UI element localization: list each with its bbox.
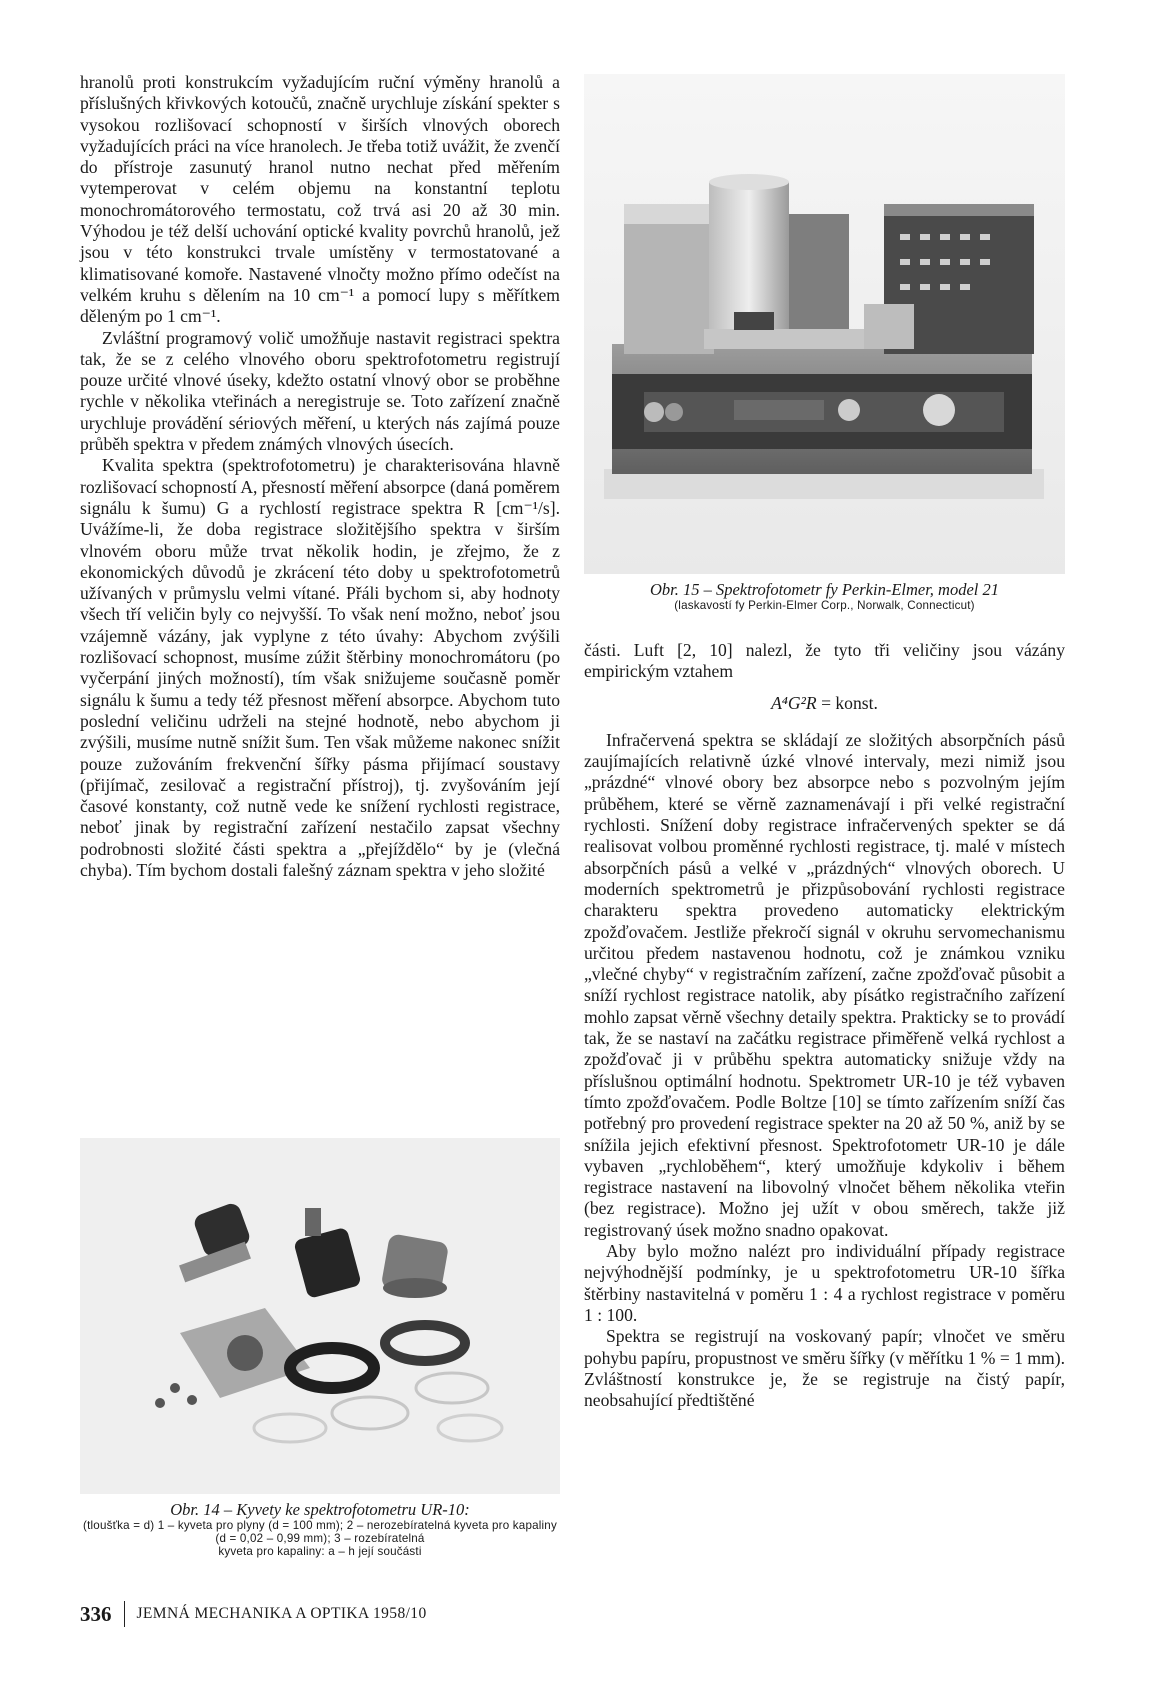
figure-15-photo bbox=[584, 74, 1065, 574]
left-column bbox=[80, 72, 560, 881]
right-column bbox=[584, 640, 1065, 1411]
figure-14-photo bbox=[80, 1138, 560, 1494]
paragraph: Spektra se registrují na voskovaný papír; vlnočet ve směru pohybu papíru, propustnost ve směru šířky (v měřítku 1 % = 1 mm). Zvláštností konstrukce je, že se registruje na čistý papír, neobsahující předtištěné bbox=[584, 1326, 1065, 1411]
figure-15-subtitle: (laskavostí fy Perkin-Elmer Corp., Norwalk, Connecticut) bbox=[674, 599, 975, 612]
formula bbox=[584, 693, 1065, 714]
figure-14-caption bbox=[80, 1500, 560, 1559]
figure-14-title: Obr. 14 – Kyvety ke spektrofotometru UR-10: bbox=[170, 1500, 470, 1519]
paragraph: Aby bylo možno nalézt pro individuální případy registrace nejvýhodnější podmínky, je u spektrofotometru UR-10 šířka štěrbiny nastavitelná v poměru 1 : 4 a rychlost registrace v poměru 1 : 100. bbox=[584, 1241, 1065, 1325]
figure-14-subtitle-line: kyveta pro kapaliny: a – h její součásti bbox=[218, 1545, 422, 1559]
figure-14-subtitle-line: (tloušťka = d) 1 – kyveta pro plyny (d = 100 mm); 2 – nerozebíratelná kyveta pro kapaliny (d = 0,02 – 0,99 mm); 3 – rozebíratelná bbox=[83, 1519, 557, 1546]
paragraph: části. Luft [2, 10] nalezl, že tyto tři veličiny jsou vázány empirickým vztahem bbox=[584, 640, 1065, 682]
journal-name: JEMNÁ MECHANIKA A OPTIKA 1958/10 bbox=[136, 1605, 427, 1622]
formula-lhs: A⁴G²R bbox=[771, 692, 817, 713]
spectrophotometer-illustration bbox=[584, 74, 1065, 574]
footer-divider bbox=[124, 1601, 125, 1627]
figure-15-title: Obr. 15 – Spektrofotometr fy Perkin-Elmer, model 21 bbox=[649, 580, 1000, 599]
paragraph: hranolů proti konstrukcím vyžadujícím ruční výměny hranolů a příslušných křivkových kotoučů, značně urychluje získání spekter s vysokou rozlišovací schopností v širších vlnových oborech vyžadujících práci na více hranolech. Je třeba totiž uvážit, že zvenčí do přístroje zasunutý hranol nutno nechat před měřením vytemperovat v celém objemu na konstantní teplotu monochromátorového termostatu, což trvá asi 20 až 30 min. Výhodou je též delší uchování optické kvality povrchů hranolů, jež jsou v této konstrukci trvale umístěny v termostatované a klimatisované komoře. Nastavené vlnočty možno přímo odečíst na velkém kruhu s dělením na 10 cm⁻¹ a pomocí lupy s měřítkem děleným po 1 cm⁻¹. bbox=[80, 72, 560, 327]
cuvettes-illustration bbox=[80, 1138, 560, 1494]
page-footer bbox=[80, 1600, 427, 1628]
page-number: 336 bbox=[80, 1601, 112, 1626]
paragraph: Zvláštní programový volič umožňuje nastavit registraci spektra tak, že se z celého vlnového oboru spektrofotometru registrují pouze určité vlnové úseky, kdežto ostatní vlnový obor se proběhne rychle v několika vteřinách a neregistruje se. Toto zařízení značně urychluje provádění sériových měření, u kterých nás zajímá pouze průběh spektra v předem známých vlnových úsecích. bbox=[80, 327, 560, 455]
paragraph: Infračervená spektra se skládají ze složitých absorpčních pásů zaujímajících relativně úzké vlnové intervaly, mezi nimiž jsou „prázdné“ vlnové obory bez absorpce nebo s pozvolným jejím průběhem, které se věrně zaznamenávají i při velké registrační rychlosti. Snížení doby registrace infračervených spekter se dá realisovat volbou proměnné rychlosti registrace, tj. malé v místech absorpčních pásů a velké v „prázdných“ vlnových oborech. U moderních spektrometrů je přizpůsobování rychlosti registrace charakteru spektra provedeno automaticky elektrickým zpožďovačem. Jestliže překročí signál v okruhu servomechanismu určitou předem nastavenou hodnotu, což je známkou vzniku „vlečné chyby“ v registračním zařízení, začne zpožďovač působit a sníží rychlost registrace natolik, aby písátko registračního zařízení mohlo zapsat věrně všechny detaily spektra. Prakticky se to provádí tak, že se nastaví na začátku registrace přiměřeně velká rychlost a zpožďovač ji v průběhu spektra automaticky snižuje vždy na příslušnou optimální hodnotu. Spektrometr UR-10 je též vybaven tímto zpožďovačem. Podle Boltze [10] se tímto zařízením sníží čas potřebný pro provedení registrace spekter na 20 až 50 %, aniž by se snížila jejich efektivní přesnost. Spektrofotometr UR-10 je dále vybaven „rychloběhem“, který umožňuje kdykoliv i během registrace nastavení na libovolný vlnočet během několika vteřin (bez registrace). Možno jej užít v obou směrech, takže již registrovaný úsek možno snadno opakovat. bbox=[584, 729, 1065, 1240]
formula-rhs: = konst. bbox=[821, 692, 878, 713]
figure-15-caption bbox=[584, 580, 1065, 612]
paragraph: Kvalita spektra (spektrofotometru) je charakterisována hlavně rozlišovací schopností A, přesností měření absorpce (daná poměrem signálu k šumu) G a rychlostí registrace spektra R [cm⁻¹/s]. Uvážíme-li, že doba registrace složitějšího spektra v širším vlnovém oboru může trvat několik hodin, je zřejmo, že z ekonomických důvodů je zkrácení této doby u spektrofotometrů užívaných v průmyslu velmi vítané. Přáli bychom si, aby hodnoty všech tří veličin byly co nejvyšší. To však není možno, neboť jsou vzájemně vázány, jak vyplyne z této úvahy: Abychom zvýšili rozlišovací schopnost, musíme zúžit štěrbiny monochromátoru (po vyčerpání jiných možností), tím však snižujeme současně poměr signálu k šumu a tedy též přesnost měření absorpce. Abychom tuto poslední veličinu udrželi na stejné hodnotě, nebo abychom ji zvýšili, musíme nutně snížit šum. Ten však můžeme nakonec snížit pouze zužováním frekvenční šířky pásma přijímací soustavy (přijímač, zesilovač a registrační přístroj), tj. zvyšováním její časové konstanty, což nutně vede ke snížení rychlosti registrace, neboť jinak by registrační zařízení nestačilo zapsat všechny podrobnosti složité části spektra a „přejíždělo“ by je (vlečná chyba). Tím bychom dostali falešný záznam spektra v jeho složité bbox=[80, 455, 560, 880]
